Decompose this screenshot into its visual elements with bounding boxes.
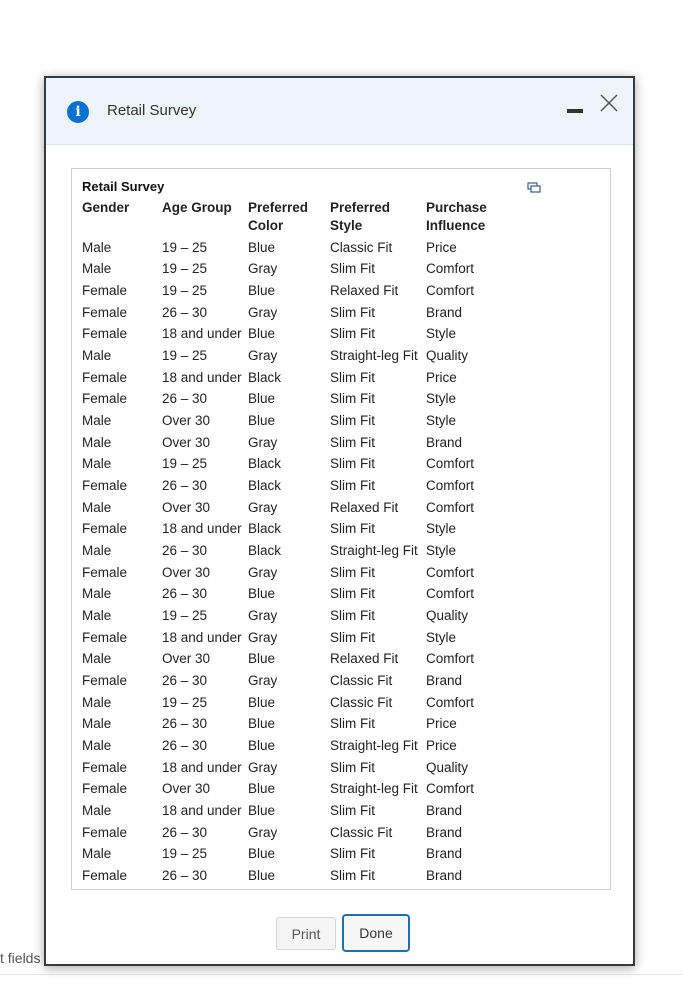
cell-purchase-influence: Quality xyxy=(426,607,469,623)
minimize-button[interactable] xyxy=(567,105,583,117)
cell-gender: Male xyxy=(82,499,112,515)
table-row xyxy=(80,345,504,367)
cell-gender: Male xyxy=(82,586,112,602)
cell-age-group: Over 30 xyxy=(162,564,211,580)
cell-preferred-style: Classic Fit xyxy=(330,239,393,255)
cell-gender: Female xyxy=(82,781,128,797)
cell-purchase-influence: Price xyxy=(426,369,457,385)
cell-preferred-style: Relaxed Fit xyxy=(330,283,399,299)
cell-purchase-influence: Price xyxy=(426,737,457,753)
cell-preferred-style: Slim Fit xyxy=(330,434,375,450)
cell-gender: Female xyxy=(82,369,128,385)
table-row xyxy=(80,584,504,606)
cell-preferred-color: Blue xyxy=(248,586,276,602)
cell-gender: Male xyxy=(82,607,112,623)
cell-preferred-color: Blue xyxy=(248,239,276,255)
cell-age-group: 26 – 30 xyxy=(162,478,208,494)
cell-age-group: 18 and under xyxy=(162,629,242,645)
cell-gender: Female xyxy=(82,759,128,775)
cell-preferred-color: Gray xyxy=(248,824,278,840)
header-age-group: Age Group xyxy=(162,200,232,215)
cell-preferred-style: Relaxed Fit xyxy=(330,499,399,515)
cell-preferred-style: Slim Fit xyxy=(330,478,375,494)
cell-purchase-influence: Comfort xyxy=(426,781,475,797)
cell-preferred-color: Gray xyxy=(248,672,278,688)
cell-preferred-color: Blue xyxy=(248,326,276,342)
cell-age-group: 26 – 30 xyxy=(162,543,208,559)
cell-gender: Male xyxy=(82,716,112,732)
cell-age-group: 19 – 25 xyxy=(162,456,208,472)
cell-purchase-influence: Price xyxy=(426,239,457,255)
cell-preferred-color: Blue xyxy=(248,283,276,299)
cell-purchase-influence: Comfort xyxy=(426,499,475,515)
header-preferred-color: Preferred Color xyxy=(248,200,309,233)
table-row xyxy=(80,562,504,584)
cell-preferred-color: Blue xyxy=(248,867,276,883)
minimize-icon xyxy=(567,109,583,113)
cell-purchase-influence: Price xyxy=(426,716,457,732)
cell-preferred-style: Slim Fit xyxy=(330,846,375,862)
table-row xyxy=(80,735,504,757)
cell-gender: Male xyxy=(82,434,112,450)
cell-purchase-influence: Style xyxy=(426,326,457,342)
retail-survey-dialog xyxy=(44,76,635,966)
cell-preferred-style: Slim Fit xyxy=(330,716,375,732)
cell-preferred-style: Straight-leg Fit xyxy=(330,781,418,797)
cell-gender: Male xyxy=(82,694,112,710)
cell-gender: Male xyxy=(82,651,112,667)
cell-purchase-influence: Comfort xyxy=(426,283,475,299)
table-row xyxy=(80,302,504,324)
cell-preferred-style: Slim Fit xyxy=(330,607,375,623)
cell-preferred-style: Slim Fit xyxy=(330,456,375,472)
table-row xyxy=(80,280,504,302)
cell-purchase-influence: Style xyxy=(426,629,457,645)
cell-preferred-style: Slim Fit xyxy=(330,369,375,385)
done-button[interactable]: Done xyxy=(342,914,410,952)
table-row xyxy=(80,865,504,887)
cell-purchase-influence: Brand xyxy=(426,846,463,862)
table-row xyxy=(80,367,504,389)
table-row xyxy=(80,822,504,844)
close-icon xyxy=(598,92,620,114)
cell-preferred-color: Blue xyxy=(248,651,276,667)
cell-gender: Female xyxy=(82,867,128,883)
cell-preferred-color: Gray xyxy=(248,629,278,645)
cell-preferred-color: Gray xyxy=(248,434,278,450)
cell-age-group: 26 – 30 xyxy=(162,304,208,320)
cell-preferred-style: Slim Fit xyxy=(330,304,375,320)
cell-age-group: 26 – 30 xyxy=(162,586,208,602)
cell-preferred-color: Gray xyxy=(248,261,278,277)
table-row xyxy=(80,605,504,627)
cell-preferred-color: Gray xyxy=(248,564,278,580)
cell-gender: Female xyxy=(82,824,128,840)
cell-age-group: 18 and under xyxy=(162,802,242,818)
cell-age-group: Over 30 xyxy=(162,499,211,515)
table-row xyxy=(80,259,504,281)
cell-preferred-color: Blue xyxy=(248,413,276,429)
cell-age-group: 19 – 25 xyxy=(162,261,208,277)
cell-purchase-influence: Quality xyxy=(426,348,469,364)
cell-preferred-style: Slim Fit xyxy=(330,413,375,429)
table-row xyxy=(80,713,504,735)
table-row xyxy=(80,843,504,865)
cell-gender: Male xyxy=(82,543,112,559)
print-button[interactable]: Print xyxy=(276,917,336,950)
table-row xyxy=(80,324,504,346)
cell-age-group: 18 and under xyxy=(162,326,242,342)
cell-gender: Male xyxy=(82,802,112,818)
table-row xyxy=(80,519,504,541)
cell-age-group: 19 – 25 xyxy=(162,348,208,364)
cell-preferred-style: Slim Fit xyxy=(330,564,375,580)
cell-age-group: 19 – 25 xyxy=(162,846,208,862)
cell-age-group: Over 30 xyxy=(162,781,211,797)
cell-gender: Male xyxy=(82,348,112,364)
table-row xyxy=(80,692,504,714)
cell-age-group: 18 and under xyxy=(162,521,242,537)
cell-preferred-style: Straight-leg Fit xyxy=(330,348,418,364)
detach-button[interactable] xyxy=(527,181,541,193)
cell-preferred-color: Blue xyxy=(248,391,276,407)
cell-preferred-style: Slim Fit xyxy=(330,867,375,883)
close-button[interactable] xyxy=(598,92,620,114)
cell-age-group: 19 – 25 xyxy=(162,694,208,710)
cell-purchase-influence: Comfort xyxy=(426,651,475,667)
cell-age-group: Over 30 xyxy=(162,413,211,429)
cell-age-group: 19 – 25 xyxy=(162,239,208,255)
table-row xyxy=(80,475,504,497)
detach-icon xyxy=(527,182,541,194)
cell-purchase-influence: Quality xyxy=(426,759,469,775)
table-row xyxy=(80,454,504,476)
cell-age-group: Over 30 xyxy=(162,434,211,450)
cell-preferred-color: Blue xyxy=(248,781,276,797)
table-body xyxy=(80,237,504,887)
cell-purchase-influence: Comfort xyxy=(426,478,475,494)
table-row xyxy=(80,237,504,259)
cell-preferred-style: Slim Fit xyxy=(330,391,375,407)
cell-gender: Female xyxy=(82,629,128,645)
cell-purchase-influence: Brand xyxy=(426,434,463,450)
cell-preferred-style: Classic Fit xyxy=(330,672,393,688)
cell-preferred-color: Black xyxy=(248,456,282,472)
cell-preferred-color: Black xyxy=(248,478,282,494)
cell-gender: Male xyxy=(82,846,112,862)
cell-age-group: 26 – 30 xyxy=(162,672,208,688)
cell-purchase-influence: Brand xyxy=(426,672,463,688)
cell-preferred-style: Classic Fit xyxy=(330,824,393,840)
header-gender: Gender xyxy=(82,200,130,215)
cell-preferred-color: Gray xyxy=(248,348,278,364)
cell-purchase-influence: Comfort xyxy=(426,456,475,472)
cell-gender: Female xyxy=(82,672,128,688)
table-row xyxy=(80,757,504,779)
cell-purchase-influence: Brand xyxy=(426,304,463,320)
cell-preferred-color: Gray xyxy=(248,607,278,623)
background-divider xyxy=(0,974,683,975)
cell-preferred-color: Blue xyxy=(248,802,276,818)
info-icon: i xyxy=(67,101,89,123)
cell-preferred-color: Black xyxy=(248,543,282,559)
background-partial-text: t fields xyxy=(0,950,41,966)
cell-purchase-influence: Comfort xyxy=(426,564,475,580)
cell-age-group: 26 – 30 xyxy=(162,867,208,883)
table-row xyxy=(80,778,504,800)
cell-preferred-color: Gray xyxy=(248,304,278,320)
cell-purchase-influence: Style xyxy=(426,391,457,407)
report-title: Retail Survey xyxy=(82,179,165,194)
cell-age-group: 19 – 25 xyxy=(162,607,208,623)
cell-purchase-influence: Brand xyxy=(426,802,463,818)
table-row xyxy=(80,800,504,822)
cell-gender: Female xyxy=(82,521,128,537)
cell-preferred-color: Blue xyxy=(248,737,276,753)
cell-age-group: 26 – 30 xyxy=(162,391,208,407)
header-preferred-style: Preferred Style xyxy=(330,200,391,233)
cell-preferred-color: Black xyxy=(248,521,282,537)
cell-preferred-style: Slim Fit xyxy=(330,759,375,775)
cell-gender: Male xyxy=(82,261,112,277)
cell-age-group: 26 – 30 xyxy=(162,737,208,753)
table-row xyxy=(80,497,504,519)
cell-preferred-color: Gray xyxy=(248,499,278,515)
cell-preferred-color: Blue xyxy=(248,716,276,732)
cell-gender: Female xyxy=(82,304,128,320)
cell-gender: Female xyxy=(82,564,128,580)
cell-age-group: 26 – 30 xyxy=(162,824,208,840)
cell-purchase-influence: Comfort xyxy=(426,586,475,602)
cell-preferred-style: Slim Fit xyxy=(330,261,375,277)
cell-preferred-color: Blue xyxy=(248,846,276,862)
cell-preferred-color: Black xyxy=(248,369,282,385)
cell-gender: Female xyxy=(82,391,128,407)
cell-purchase-influence: Comfort xyxy=(426,261,475,277)
cell-preferred-color: Gray xyxy=(248,759,278,775)
cell-purchase-influence: Brand xyxy=(426,824,463,840)
cell-preferred-style: Slim Fit xyxy=(330,629,375,645)
cell-gender: Female xyxy=(82,283,128,299)
cell-preferred-style: Straight-leg Fit xyxy=(330,543,418,559)
dialog-title: Retail Survey xyxy=(107,102,197,119)
table-row xyxy=(80,389,504,411)
cell-preferred-style: Slim Fit xyxy=(330,586,375,602)
cell-purchase-influence: Style xyxy=(426,413,457,429)
survey-table xyxy=(80,199,504,887)
cell-age-group: 26 – 30 xyxy=(162,716,208,732)
table-row xyxy=(80,432,504,454)
cell-gender: Male xyxy=(82,413,112,429)
cell-preferred-style: Slim Fit xyxy=(330,802,375,818)
cell-gender: Male xyxy=(82,737,112,753)
cell-preferred-style: Slim Fit xyxy=(330,326,375,342)
cell-preferred-style: Straight-leg Fit xyxy=(330,737,418,753)
table-row xyxy=(80,670,504,692)
table-row xyxy=(80,627,504,649)
cell-preferred-style: Slim Fit xyxy=(330,521,375,537)
cell-purchase-influence: Brand xyxy=(426,867,463,883)
cell-age-group: 18 and under xyxy=(162,759,242,775)
cell-age-group: 19 – 25 xyxy=(162,283,208,299)
cell-gender: Male xyxy=(82,239,112,255)
table-header-row xyxy=(80,199,504,237)
header-purchase-influence: Purchase Influence xyxy=(426,200,487,233)
cell-purchase-influence: Style xyxy=(426,521,457,537)
cell-gender: Female xyxy=(82,478,128,494)
cell-age-group: 18 and under xyxy=(162,369,242,385)
cell-gender: Female xyxy=(82,326,128,342)
cell-purchase-influence: Style xyxy=(426,543,457,559)
cell-preferred-style: Relaxed Fit xyxy=(330,651,399,667)
cell-preferred-color: Blue xyxy=(248,694,276,710)
cell-gender: Male xyxy=(82,456,112,472)
table-row xyxy=(80,648,504,670)
cell-preferred-style: Classic Fit xyxy=(330,694,393,710)
table-row xyxy=(80,410,504,432)
cell-age-group: Over 30 xyxy=(162,651,211,667)
cell-purchase-influence: Comfort xyxy=(426,694,475,710)
table-row xyxy=(80,540,504,562)
report-region xyxy=(71,168,611,890)
dialog-header xyxy=(46,78,633,145)
